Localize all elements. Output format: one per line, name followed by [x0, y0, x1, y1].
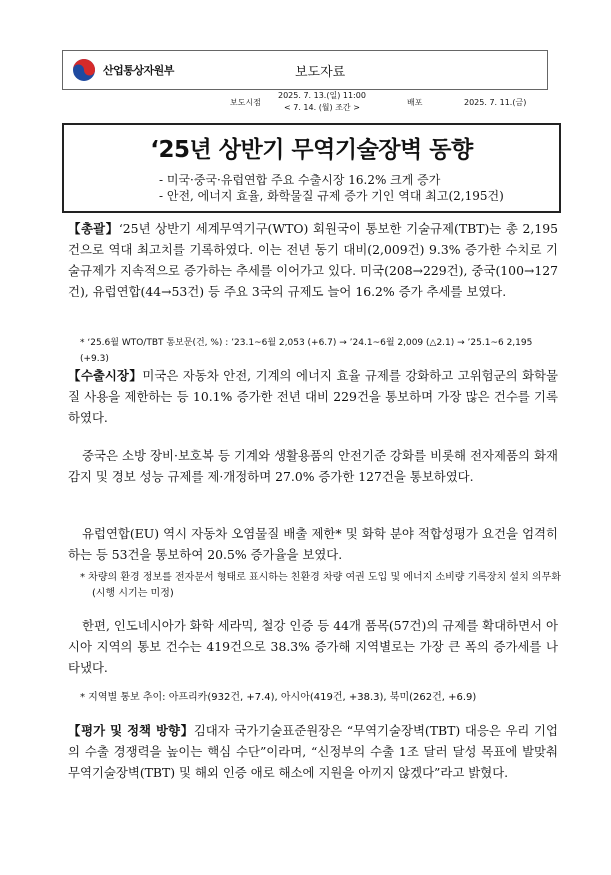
overview-text: ‘25년 상반기 세계무역기구(WTO) 회원국이 통보한 기술규제(TBT)는 총 2,195건으로 역대 최고치를 기록하였다. 이는 전년 동기 대비(2,009건) 9.3% 증가한 수치로 기술규제가 지속적으로 증가하는 추세를 이어가고 있다. 미국(208→229건), 중국(100→127건), 유럽연합(44→53건) 등 주요 3국의 규제도 늘어 16.2% 증가 추세를 보였다.	[68, 221, 558, 299]
policy-label: 【평가 및 정책 방향】	[68, 723, 194, 738]
export-label: 【수출시장】	[68, 368, 143, 383]
embargo-time-line2: < 7. 14. (월) 조간 >	[284, 103, 360, 112]
policy-paragraph	[68, 720, 558, 783]
ministry-logo	[63, 57, 251, 83]
china-paragraph: 중국은 소방 장비·보호복 등 기계와 생활용품의 안전기준 강화를 비롯해 전자제품의 화재 감지 및 경보 성능 규제를 제·개정하며 27.0% 증가한 127건을 통보하였다.	[68, 448, 558, 484]
embargo-time	[278, 90, 366, 114]
eu-paragraph: 유럽연합(EU) 역시 자동차 오염물질 배출 제한* 및 화학 분야 적합성평가 요건을 엄격히 하는 등 53건을 통보하여 20.5% 증가율을 보였다.	[68, 526, 558, 562]
header-box	[62, 50, 548, 90]
title-box	[62, 123, 561, 213]
distribution-date: 2025. 7. 11.(금)	[464, 98, 527, 107]
subtitle-2: - 안전, 에너지 효율, 화학물질 규제 증가 기인 역대 최고(2,195건)	[159, 189, 504, 203]
distribution-label: 배포	[407, 98, 423, 107]
embargo-time-line1: 2025. 7. 13.(일) 11:00	[278, 91, 366, 100]
doc-type: 보도자료	[295, 64, 346, 80]
eu-note: * 차량의 환경 정보를 전자문서 형태로 표시하는 친환경 차량 여권 도입 및 에너지 소비량 기록장치 설치 의무화(시행 시기는 미정)	[80, 572, 561, 599]
export-paragraph	[68, 365, 558, 428]
ministry-name: 산업통상자원부	[103, 64, 174, 77]
overview-label: 【총괄】	[68, 221, 119, 236]
export-text: 미국은 자동차 안전, 기계의 에너지 효율 규제를 강화하고 고위험군의 화학물질 사용을 제한하는 등 10.1% 증가한 전년 대비 229건을 통보하며 가장 많은 건수를 기록하였다.	[68, 368, 558, 425]
subtitle-1: - 미국·중국·유럽연합 주요 수출시장 16.2% 크게 증가	[159, 173, 441, 187]
page-title: ‘25년 상반기 무역기술장벽 동향	[150, 137, 473, 163]
indonesia-paragraph: 한편, 인도네시아가 화학 세라믹, 철강 인증 등 44개 품목(57건)의 규제를 확대하면서 아시아 지역의 통보 건수는 419건으로 38.3% 증가해 지역별로는 가장 큰 폭의 증가세를 나타냈다.	[68, 618, 558, 675]
overview-note: * ‘25.6월 WTO/TBT 통보문(건, %) : ’23.1~6월 2,053 (+6.7) → ’24.1~6월 2,009 (△2.1) → ’25.1~6 2,195 (+9.3)	[80, 338, 533, 364]
subtitles	[64, 172, 559, 204]
region-note: * 지역별 통보 추이: 아프리카(932건, +7.4), 아시아(419건, +38.3), 북미(262건, +6.9)	[80, 692, 477, 703]
embargo-info	[230, 90, 581, 120]
embargo-label: 보도시점	[230, 98, 261, 107]
policy-text: 김대자 국가기술표준원장은 “무역기술장벽(TBT) 대응은 우리 기업의 수출 경쟁력을 높이는 핵심 수단”이라며, “신정부의 수출 1조 달러 달성 목표에 발맞춰 무역기술장벽(TBT) 및 해외 인증 애로 해소에 지원을 아끼지 않겠다”라고 밝혔다.	[68, 723, 558, 780]
taegeuk-icon	[71, 57, 97, 83]
overview-paragraph	[68, 218, 558, 302]
